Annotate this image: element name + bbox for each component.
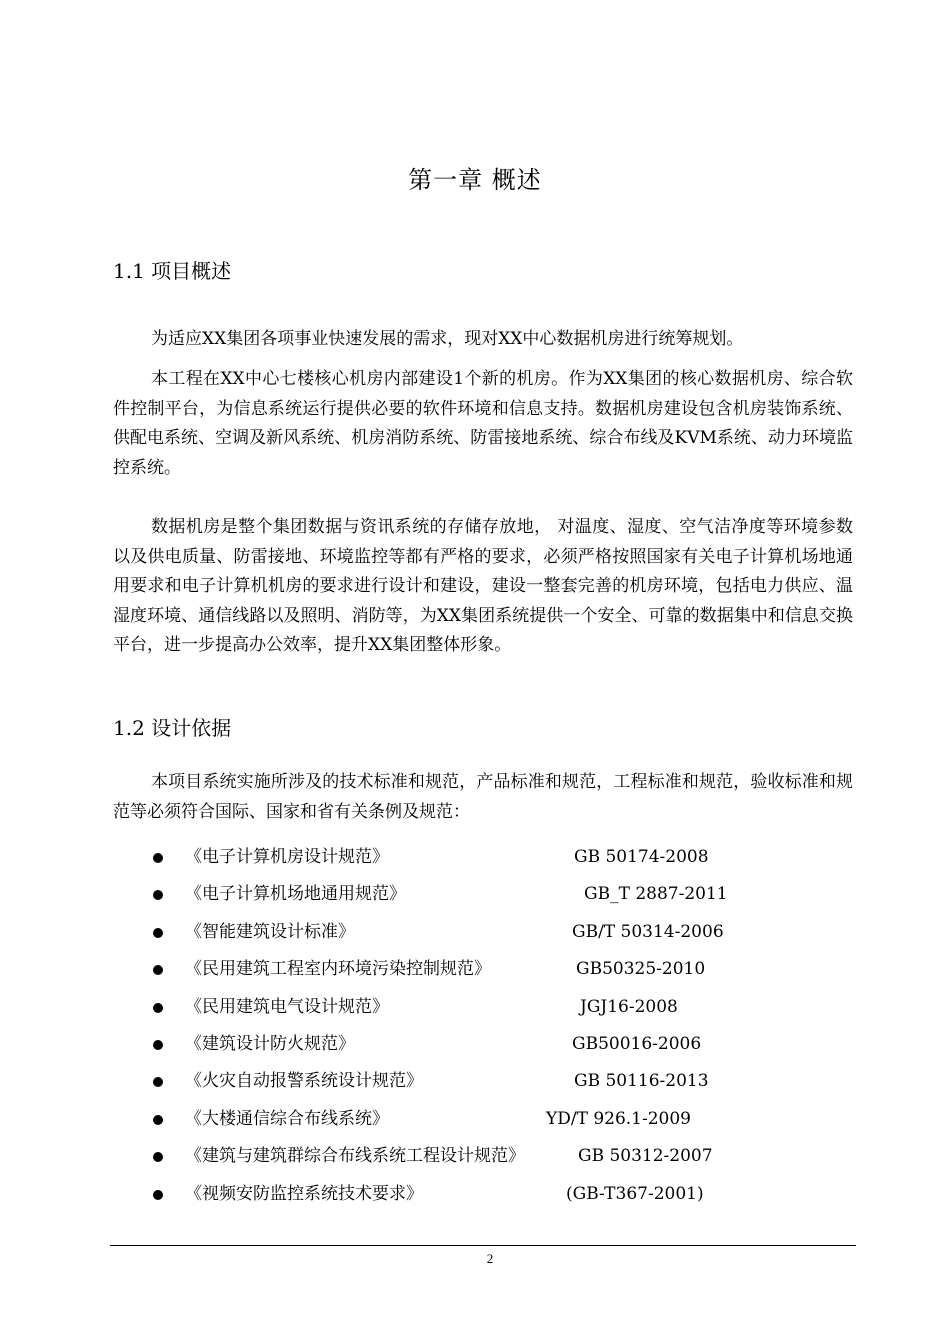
section-1-1-paragraph-1: 为适应XX集团各项事业快速发展的需求，现对XX中心数据机房进行统筹规划。 [151, 329, 744, 349]
chapter-title: 第一章 概述 [408, 166, 542, 194]
standard-title: 《视频安防监控系统技术要求》 [185, 1183, 423, 1204]
bullet-icon [153, 1040, 163, 1050]
standard-title: 《民用建筑工程室内环境污染控制规范》 [185, 959, 491, 980]
list-item [150, 954, 770, 991]
standard-code: GB 50116-2013 [574, 1071, 709, 1092]
standard-code: GB 50312-2007 [578, 1146, 713, 1167]
bullet-icon [153, 890, 163, 900]
standard-title: 《大楼通信综合布线系统》 [185, 1108, 389, 1129]
list-item [150, 842, 770, 879]
bullet-icon [153, 1152, 163, 1162]
section-heading-1-2: 1.2 设计依据 [113, 716, 232, 740]
bullet-icon [153, 965, 163, 975]
standard-code: GB_T 2887-2011 [584, 884, 728, 905]
list-item [150, 917, 770, 954]
bullet-icon [153, 1003, 163, 1013]
standard-title: 《火灾自动报警系统设计规范》 [185, 1071, 423, 1092]
standard-code: GB50325-2010 [576, 959, 706, 980]
list-item [150, 1066, 770, 1103]
bullet-icon [153, 1077, 163, 1087]
section-1-1-paragraph-3: 数据机房是整个集团数据与资讯系统的存储存放地， 对温度、湿度、空气洁净度等环境参数以及供电质量、防雷接地、环境监控等都有严格的要求，必须严格按照国家有关电子计算机场地通用要求和电子计算机机房的要求进行设计和建设，建设一整套完善的机房环境，包括电力供应、温湿度环境、通信线路以及照明、消防等，为XX集团系统提供一个安全、可靠的数据集中和信息交换平台，进一步提高办公效率，提升XX集团整体形象。 [113, 517, 853, 655]
list-item [150, 1179, 770, 1216]
standard-code: GB50016-2006 [572, 1033, 702, 1054]
standard-code: GB/T 50314-2006 [572, 921, 724, 942]
standard-code: YD/T 926.1-2009 [546, 1108, 691, 1129]
standard-title: 《电子计算机场地通用规范》 [185, 884, 406, 905]
standard-title: 《智能建筑设计标准》 [185, 921, 355, 942]
standard-title: 《建筑与建筑群综合布线系统工程设计规范》 [185, 1146, 525, 1167]
standard-code: JGJ16-2008 [580, 996, 678, 1017]
footer-rule [110, 1245, 856, 1246]
standard-title: 《建筑设计防火规范》 [185, 1033, 355, 1054]
section-heading-1-1: 1.1 项目概述 [113, 259, 232, 283]
standard-title: 《民用建筑电气设计规范》 [185, 996, 389, 1017]
bullet-icon [153, 1190, 163, 1200]
list-item [150, 992, 770, 1029]
section-1-1-paragraph-2: 本工程在XX中心七楼核心机房内部建设1个新的机房。作为XX集团的核心数据机房、综合软件控制平台，为信息系统运行提供必要的软件环境和信息支持。数据机房建设包含机房装饰系统、供配电系统、空调及新风系统、机房消防系统、防雷接地系统、综合布线及KVM系统、动力环境监控系统。 [113, 369, 853, 478]
bullet-icon [153, 853, 163, 863]
bullet-icon [153, 928, 163, 938]
page-number: 2 [486, 1251, 494, 1266]
standards-list [150, 842, 770, 1216]
list-item [150, 879, 770, 916]
list-item [150, 1104, 770, 1141]
list-item [150, 1029, 770, 1066]
section-1-2-paragraph-1: 本项目系统实施所涉及的技术标准和规范，产品标准和规范，工程标准和规范，验收标准和规范等必须符合国际、国家和省有关条例及规范： [113, 772, 853, 822]
bullet-icon [153, 1115, 163, 1125]
standard-title: 《电子计算机房设计规范》 [185, 847, 389, 867]
standard-code: GB 50174-2008 [574, 847, 709, 867]
standard-code: (GB-T367-2001) [566, 1183, 704, 1204]
list-item [150, 1141, 770, 1178]
